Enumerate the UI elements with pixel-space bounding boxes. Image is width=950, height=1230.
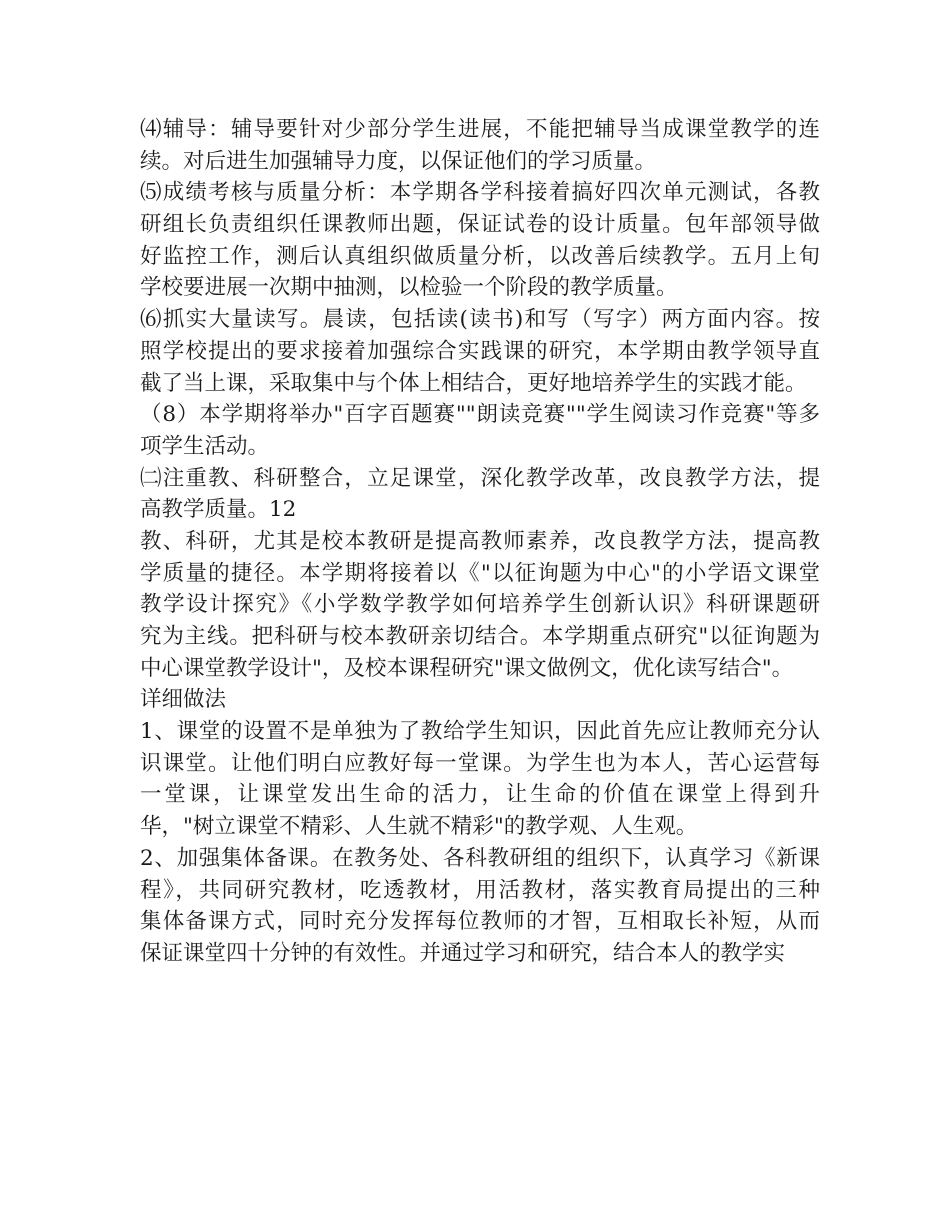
paragraph-p6: [140, 304, 820, 399]
text-line: 高教学质量。12: [140, 497, 297, 523]
text-line: 教学设计探究》《小学数学教学如何培养学生创新认识》科研课题研: [140, 592, 820, 618]
text-line: 研组长负责组织任课教师出题，保证试卷的设计质量。包年部领导做: [140, 212, 820, 238]
text-line: 学质量的捷径。本学期将接着以《"以征询题为中心"的小学语文课堂: [140, 560, 820, 586]
document-body: [140, 114, 820, 970]
text-line: 续。对后进生加强辅导力度，以保证他们的学习质量。: [140, 148, 657, 174]
paragraph-item2: [140, 843, 820, 970]
text-line: ㈡注重教、科研整合，立足课堂，深化教学改革，改良教学方法，提: [140, 465, 820, 491]
paragraph-research: [140, 526, 820, 684]
text-line: 保证课堂四十分钟的有效性。并通过学习和研究，结合本人的教学实: [140, 940, 786, 966]
text-line: 项学生活动。: [140, 433, 270, 459]
text-line: ⑷辅导：辅导要针对少部分学生进展，不能把辅导当成课堂教学的连: [140, 117, 820, 142]
text-line: 照学校提出的要求接着加强综合实践课的研究，本学期由教学领导直: [140, 338, 820, 364]
text-line: ⑸成绩考核与质量分析：本学期各学科接着搞好四次单元测试，各教: [140, 180, 820, 206]
text-line: （8）本学期将举办"百字百题赛""朗读竞赛""学生阅读习作竞赛"等多: [140, 402, 820, 428]
text-line: 一堂课，让课堂发出生命的活力，让生命的价值在课堂上得到升: [140, 782, 820, 808]
text-line: 1、课堂的设置不是单独为了教给学生知识，因此首先应让教师充分认: [140, 719, 820, 745]
text-line: ⑹抓实大量读写。晨读，包括读(读书)和写（写字）两方面内容。按: [140, 307, 820, 333]
text-line: 究为主线。把科研与校本教研亲切结合。本学期重点研究"以征询题为: [140, 624, 820, 649]
text-line: 华，"树立课堂不精彩、人生就不精彩"的教学观、人生观。: [140, 814, 698, 840]
text-line: 教、科研，尤其是校本教研是提高教师素养，改良教学方法，提高教: [140, 528, 820, 554]
paragraph-item1: [140, 716, 820, 843]
text-line: 2、加强集体备课。在教务处、各科教研组的组织下，认真学习《新课: [140, 845, 820, 871]
paragraph-sec2: [140, 463, 820, 526]
text-line: 详细做法: [140, 687, 227, 713]
text-line: 识课堂。让他们明白应教好每一堂课。为学生也为本人，苦心运营每: [140, 750, 820, 776]
text-line: 中心课堂教学设计"，及校本课程研究"课文做例文，优化读写结合"。: [140, 655, 794, 681]
text-line: 学校要进展一次期中抽测，以检验一个阶段的教学质量。: [140, 275, 678, 301]
text-line: 集体备课方式，同时充分发挥每位教师的才智，互相取长补短，从而: [140, 909, 820, 935]
paragraph-method-title: [140, 684, 820, 716]
paragraph-p4: [140, 114, 820, 177]
text-line: 程》，共同研究教材，吃透教材，用活教材，落实教育局提出的三种: [140, 877, 820, 903]
text-line: 截了当上课，采取集中与个体上相结合，更好地培养学生的实践才能。: [140, 370, 807, 396]
paragraph-p8: [140, 399, 820, 462]
text-line: 好监控工作，测后认真组织做质量分析，以改善后续教学。五月上旬: [140, 243, 820, 269]
paragraph-p5: [140, 177, 820, 304]
